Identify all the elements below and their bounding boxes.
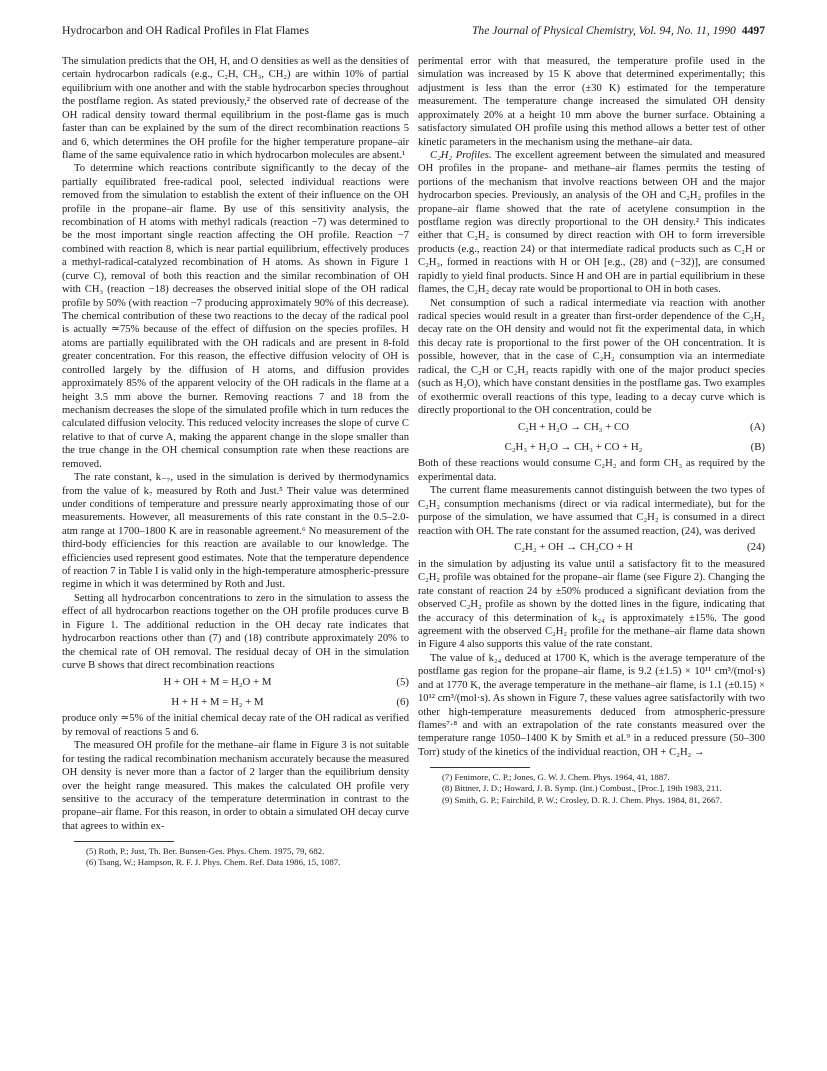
- footnote: (8) Bittner, J. D.; Howard, J. B. Symp. (Int.) Combust., [Proc.], 19th 1983, 211.: [442, 783, 722, 794]
- footnote-divider: [74, 841, 174, 842]
- page-number: 4497: [741, 24, 765, 37]
- equation-5: [62, 672, 409, 692]
- equation-number: (B): [750, 440, 765, 453]
- paragraph: The value of k₂₄ deduced at 1700 K, which is the average temperature of the postflame gas region for the propane–air flame, is 9.2 (±1.5) × 10¹¹ cm³/(mol·s) and at 1770 K, the average temperature in the methane–air flame, is 1.1 (±0.15) × 10¹² cm³/(mol·s). As shown in Figure 7, these values agree satisfactorily with two other high-temperature measurements deduced from atmospheric-pressure flames⁷·⁸ and with an extrapolation of the rate constants measured over the temperature range 1050–1400 K by Smith et al.⁹ in a reduced pressure (50–300 Torr) study of the kinetics of the individual reaction, OH + C₂H₂ →: [418, 652, 765, 758]
- equation-text: C₂H₂ + OH → CH₂CO + H: [514, 541, 633, 554]
- footnote-divider: [430, 767, 530, 768]
- section-heading: C₂H₂ Profiles.: [430, 149, 492, 161]
- equation-text: H + OH + M = H₂O + M: [163, 675, 272, 688]
- footnote: (9) Smith, G. P.; Fairchild, P. W.; Crosley, D. R. J. Chem. Phys. 1984, 81, 2667.: [442, 794, 722, 805]
- equation-6: [62, 692, 409, 712]
- paragraph: Setting all hydrocarbon concentrations to zero in the simulation to assess the effect of all hydrocarbon reactions together on the OH profile produces curve B in Figure 1. The additional reduction in the OH decay rate indicates that hydrocarbon reactions other than (7) and (18) contribute approximately 20% to the chemical rate of OH removal. The residual decay of OH in the simulation curve B shows that direct recombination reactions: [62, 592, 409, 671]
- equation-number: (5): [396, 675, 409, 688]
- paragraph: Both of these reactions would consume C₂H₂ and form CH₃ as required by the experimental data.: [418, 458, 765, 483]
- equation-text: C₂H + H₂O → CH₃ + CO: [517, 420, 630, 433]
- running-title: Hydrocarbon and OH Radical Profiles in Flat Flames: [62, 24, 309, 37]
- journal-citation: The Journal of Physical Chemistry, Vol. 94, No. 11, 1990: [471, 24, 736, 37]
- paragraph: in the simulation by adjusting its value until a satisfactory fit to the measured C₂H₂ profile was obtained for the propane–air flame (see Figure 2). Changing the rate constant of reaction 24 by ±50% produced a significant deviation from the observed C₂H₂ profile as shown by the dotted lines in the figure, indicating that the accuracy of this determination of k₂₄ is approximately ±15%. The good agreement with the observed C₂H₂ profile for the methane–air flame data shown in Figure 4 also supports this value of the rate constant.: [418, 558, 765, 651]
- equation-A: [418, 417, 765, 437]
- footnote: (6) Tsang, W.; Hampson, R. F. J. Phys. Chem. Ref. Data 1986, 15, 1087.: [86, 857, 341, 868]
- paragraph: perimental error with that measured, the temperature profile used in the simulation was increased by 15 K above that determined experimentally; this adjustment is less than the error (±30 K) estimated for the temperature measurement. The temperature change increased the simulated OH density approximately 20% at a height 10 mm above the burner surface. Obtaining a satisfactory simulated OH profile using this method allows a better test of other kinetic parameters in the mechanism using the methane–air data.: [418, 56, 765, 148]
- equation-24: [418, 538, 765, 558]
- equation-number: (A): [750, 420, 765, 433]
- paragraph: The rate constant, k₋₇, used in the simulation is derived by thermodynamics from the value of k₇ measured by Roth and Just.⁵ Their value was determined under conditions of temperature and pressure nearly approximating those of our measurements. However, all measurements of this rate constant in the 0.5–2.0-atm range at 1700–1800 K are in reasonable agreement.⁶ No measurement of the third-body efficiencies for this reaction are available to our knowledge. The efficiencies used represent good estimates. Note that the temperature dependence of reaction 7 in Table I is valid only in the high-temperature atmospheric-pressure regime in which it was determined by Roth and Just.: [62, 472, 409, 591]
- paragraph: The current flame measurements cannot distinguish between the two types of C₂H₂ consumption mechanisms (direct or via radical intermediate), but for the purpose of the simulation, we have assumed that C₂H₂ is consumed in a direct reaction with OH. The rate constant for the assumed reaction, (24), was derived: [418, 485, 765, 537]
- paragraph-text: The excellent agreement between the simulated and measured OH profiles in the propane- and methane–air flames permits the testing of portions of the mechanism that involve reactions between OH and the major hydrocarbon species. Previously, an analysis of the OH and C₂H₂ profiles in the propane–air flame showed that the rate of acetylene consumption in the postflame region was directly proportional to the OH density.² This indicates either that C₂H₂ is consumed by direct reaction with OH to form irreversible products (e.g., reaction 24) or that intermediate radical products such as C₂H or C₂H₃, formed in reactions with H or OH [e.g., (28) and (−32)], are consumed rapidly to yield final products. Since H and OH are in partial equilibrium in these flames, the C₂H₂ decay rate would be proportional to OH in both cases.: [418, 149, 766, 296]
- paragraph: The simulation predicts that the OH, H, and O densities as well as the densities of certain hydrocarbon radicals (e.g., C₂H, CH₃, CH₂) are within 10% of partial equilibrium with one another and with the stable hydrocarbon species throughout the postflame region. As stated previously,² the observed rate of decrease of the OH radical density toward thermal equilibrium in the post-flame gas is much faster than can be explained by the sum of the direct recombination reactions 5 and 6, which determines the OH profile for the higher temperature propane–air flame of the same equivalence ratio in which hydrocarbon molecules are absent.¹: [62, 56, 409, 161]
- equation-B: [418, 437, 765, 457]
- left-column: [62, 55, 409, 869]
- paragraph: The measured OH profile for the methane–air flame in Figure 3 is not suitable for testing the radical recombination mechanism accurately because the measured OH density is never more than a factor of 2 larger than the equilibrium density over the height range measured. This makes the calculated OH profile very sensitive to the accuracy of the temperature determination in contrast to the propane–air flame. For this reason, in order to obtain a simulated OH decay curve that agrees to within ex-: [62, 740, 409, 832]
- equation-number: (24): [747, 541, 765, 554]
- paragraph: Net consumption of such a radical intermediate via reaction with another radical species would result in a greater than first-order dependence of the C₂H₂ decay rate on the OH density and would not fit the experimental data, in which this decay rate is proportional to the first power of the OH concentration. It is possible, however, that in the case of C₂H₂ consumption via an intermediate radical, the C₂H or C₂H₃ reacts rapidly with one of the major product species (such as H₂O), which have constant densities in the postflame gas. Two examples of exothermic overall reactions of this type, leading to a decay curve which is directly proportional to the OH concentration, could be: [418, 297, 765, 416]
- equation-number: (6): [396, 695, 409, 708]
- paragraph: produce only ≃5% of the initial chemical decay rate of the OH radical as verified by removal of reactions 5 and 6.: [62, 713, 409, 738]
- paragraph: [418, 149, 765, 297]
- paragraph: To determine which reactions contribute significantly to the decay of the partially equilibrated free-radical pool, selected individual reactions were removed from the simulation to establish the extent of their influence on the OH profile in the propane–air flame. By use of this sensitivity analysis, the recombination of H atoms with methyl radicals (reaction −7) was determined to be the most important single reaction affecting the OH profile. Reaction −7 combined with reaction 8, which is near partial equilibrium, effectively produces a methyl-radical-catalyzed recombination of H atoms. As shown in Figure 1 (curve C), removal of both this reaction and the similar recombination of OH with CH₃ (reaction −18) decreases the observed initial slope of the OH radical profile by 50% (with reaction −7 producing approximately 90% of this decrease). The chemical contribution of these two reactions to the decay of the radical pool is actually ≃75% because of the effect of diffusion on the species profiles. H atoms are partially equilibrated with the OH radicals and are present in 8-fold greater concentration. For this reason, the effective diffusion velocity of OH is controlled largely by the diffusion of H atoms, and diffusion provides approximately 85% of the apparent velocity of the OH radicals in the flame at a height 3.5 mm above the burner. Removing reactions 7 and 18 from the mechanism decreases the slope of the simulated profile which in turn reduces the calculated diffusion velocity. This reduced velocity increases the slope of curve C relative to that of curve A, making the apparent change in the slope smaller than the true change in the OH chemical consumption rate when these reactions are removed.: [62, 163, 409, 470]
- equation-text: C₂H₃ + H₂O → CH₃ + CO + H₂: [504, 440, 643, 453]
- equation-text: H + H + M = H₂ + M: [171, 695, 264, 708]
- journal-header: [413, 24, 765, 38]
- footnote: (5) Roth, P.; Just, Th. Ber. Bunsen-Ges. Phys. Chem. 1975, 79, 682.: [86, 846, 325, 857]
- footnote: (7) Fenimore, C. P.; Jones, G. W. J. Chem. Phys. 1964, 41, 1887.: [442, 772, 670, 783]
- right-column: [418, 55, 765, 806]
